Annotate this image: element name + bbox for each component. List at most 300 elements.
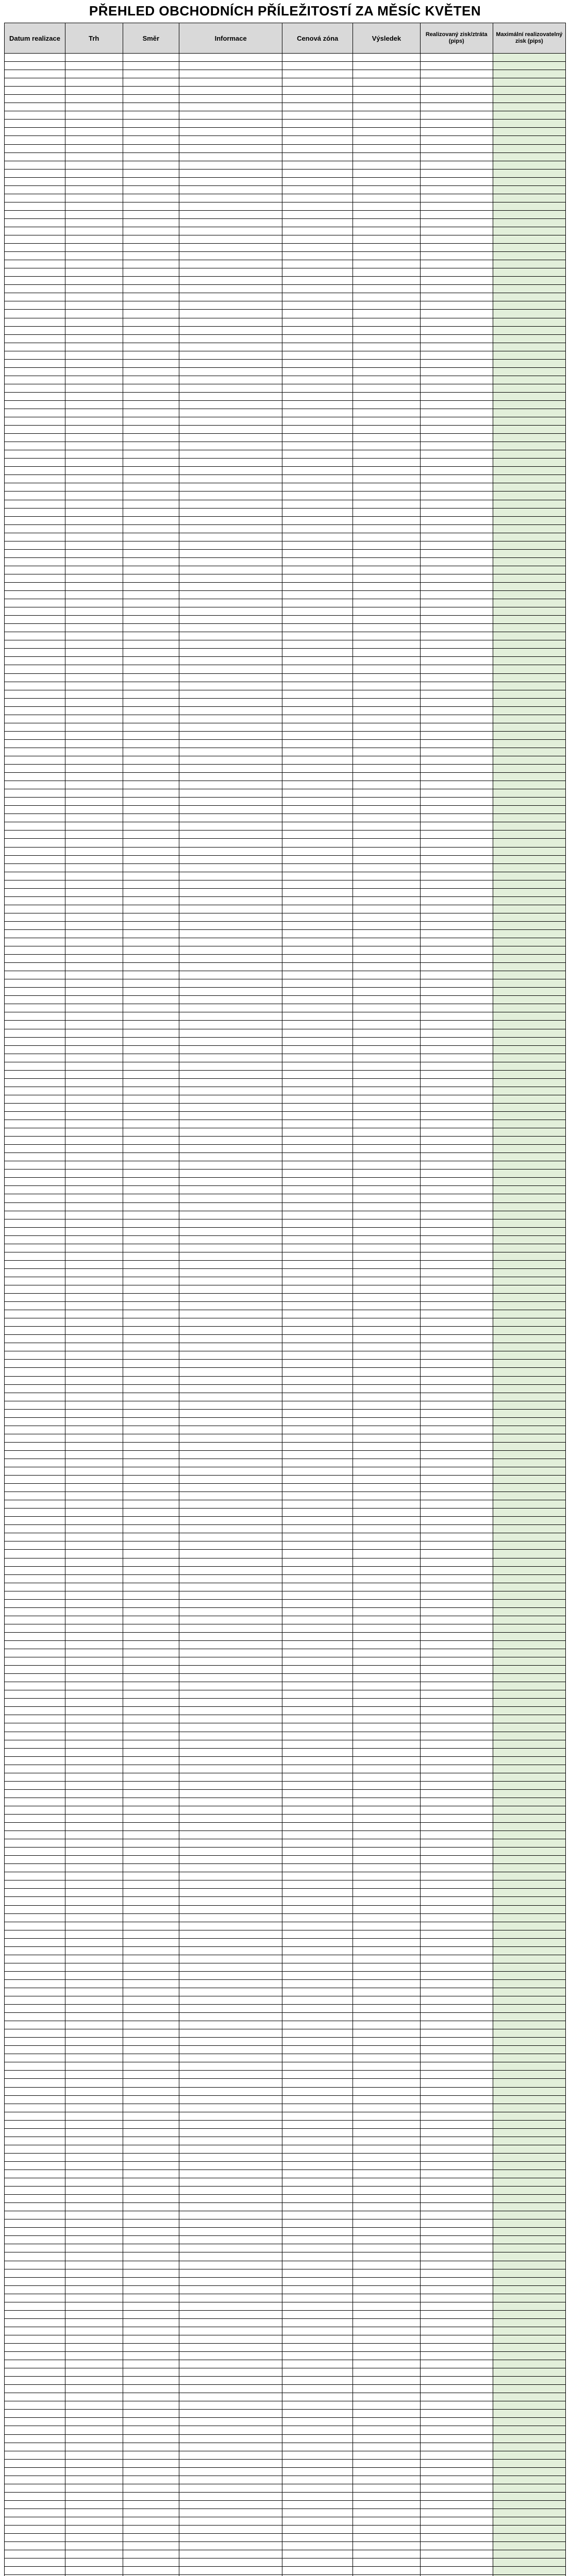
table-row <box>5 1897 566 1905</box>
table-row <box>5 2228 566 2236</box>
table-body <box>5 54 566 2576</box>
cell-result <box>353 1360 421 1368</box>
cell-result <box>353 144 421 152</box>
cell-price-zone <box>282 1194 353 1202</box>
cell-information <box>179 1583 282 1591</box>
cell-max-pips <box>493 1591 565 1599</box>
cell-date <box>5 880 65 888</box>
table-row <box>5 417 566 426</box>
cell-market <box>65 1054 123 1062</box>
cell-pips <box>420 2046 493 2054</box>
cell-information <box>179 913 282 921</box>
table-row <box>5 1095 566 1103</box>
cell-information <box>179 334 282 343</box>
cell-market <box>65 847 123 855</box>
cell-direction <box>123 1500 179 1509</box>
cell-result <box>353 70 421 78</box>
cell-max-pips <box>493 2038 565 2046</box>
cell-price-zone <box>282 2128 353 2137</box>
cell-date <box>5 1583 65 1591</box>
cell-price-zone <box>282 1087 353 1095</box>
cell-date <box>5 1607 65 1616</box>
cell-pips <box>420 1054 493 1062</box>
cell-information <box>179 2005 282 2013</box>
cell-date <box>5 1112 65 1120</box>
cell-price-zone <box>282 814 353 822</box>
cell-direction <box>123 1252 179 1260</box>
cell-result <box>353 1509 421 1517</box>
cell-market <box>65 1864 123 1872</box>
cell-date <box>5 2104 65 2112</box>
cell-result <box>353 210 421 218</box>
cell-result <box>353 2244 421 2252</box>
cell-information <box>179 2021 282 2029</box>
cell-date <box>5 1211 65 1219</box>
cell-information <box>179 1070 282 1078</box>
cell-information <box>179 2526 282 2534</box>
table-row <box>5 2112 566 2120</box>
cell-market <box>65 1963 123 1971</box>
cell-market <box>65 467 123 475</box>
cell-pips <box>420 616 493 624</box>
cell-direction <box>123 1285 179 1293</box>
cell-date <box>5 434 65 442</box>
cell-direction <box>123 789 179 798</box>
cell-date <box>5 1244 65 1252</box>
cell-pips <box>420 483 493 492</box>
cell-result <box>353 2368 421 2377</box>
cell-direction <box>123 128 179 136</box>
cell-date <box>5 1699 65 1707</box>
cell-direction <box>123 1476 179 1484</box>
cell-direction <box>123 1682 179 1690</box>
cell-information <box>179 1351 282 1360</box>
cell-market <box>65 566 123 574</box>
cell-pips <box>420 1194 493 1202</box>
cell-price-zone <box>282 1285 353 1293</box>
cell-direction <box>123 334 179 343</box>
cell-direction <box>123 896 179 905</box>
cell-price-zone <box>282 1021 353 1029</box>
cell-price-zone <box>282 607 353 616</box>
cell-direction <box>123 731 179 739</box>
cell-result <box>353 2062 421 2071</box>
table-row <box>5 971 566 979</box>
cell-price-zone <box>282 1599 353 1607</box>
cell-max-pips <box>493 2128 565 2137</box>
cell-max-pips <box>493 1666 565 1674</box>
cell-date <box>5 500 65 508</box>
cell-pips <box>420 1979 493 1988</box>
table-row <box>5 2517 566 2525</box>
cell-max-pips <box>493 1632 565 1640</box>
cell-pips <box>420 1996 493 2005</box>
cell-max-pips <box>493 1707 565 1715</box>
cell-max-pips <box>493 2418 565 2426</box>
cell-date <box>5 1137 65 1145</box>
cell-direction <box>123 549 179 557</box>
cell-market <box>65 2484 123 2492</box>
cell-result <box>353 1988 421 1996</box>
cell-date <box>5 70 65 78</box>
cell-market <box>65 1848 123 1856</box>
cell-price-zone <box>282 1368 353 1376</box>
cell-max-pips <box>493 227 565 235</box>
cell-result <box>353 913 421 921</box>
cell-price-zone <box>282 2269 353 2277</box>
cell-result <box>353 2517 421 2525</box>
cell-pips <box>420 533 493 541</box>
cell-price-zone <box>282 1434 353 1442</box>
cell-pips <box>420 2385 493 2393</box>
cell-price-zone <box>282 1872 353 1880</box>
cell-information <box>179 1525 282 1533</box>
cell-information <box>179 2343 282 2351</box>
cell-result <box>353 2187 421 2195</box>
cell-max-pips <box>493 1971 565 1979</box>
cell-information <box>179 963 282 971</box>
cell-market <box>65 2542 123 2550</box>
cell-date <box>5 1798 65 1806</box>
cell-date <box>5 2492 65 2500</box>
cell-pips <box>420 1145 493 1153</box>
cell-market <box>65 872 123 880</box>
cell-price-zone <box>282 343 353 351</box>
table-row <box>5 227 566 235</box>
cell-result <box>353 1343 421 1351</box>
cell-direction <box>123 1690 179 1699</box>
cell-direction <box>123 169 179 177</box>
cell-date <box>5 1335 65 1343</box>
table-row <box>5 2219 566 2228</box>
cell-price-zone <box>282 2352 353 2360</box>
cell-pips <box>420 1426 493 1434</box>
cell-date <box>5 1021 65 1029</box>
table-row <box>5 591 566 599</box>
cell-pips <box>420 996 493 1004</box>
cell-information <box>179 831 282 839</box>
cell-result <box>353 285 421 293</box>
table-row <box>5 1657 566 1666</box>
cell-max-pips <box>493 731 565 739</box>
cell-date <box>5 367 65 376</box>
cell-result <box>353 442 421 450</box>
table-row <box>5 2244 566 2252</box>
cell-price-zone <box>282 1426 353 1434</box>
cell-pips <box>420 814 493 822</box>
cell-date <box>5 1095 65 1103</box>
table-row <box>5 1219 566 1227</box>
cell-date <box>5 1806 65 1814</box>
cell-direction <box>123 1277 179 1285</box>
cell-max-pips <box>493 1335 565 1343</box>
cell-market <box>65 1789 123 1798</box>
cell-direction <box>123 1070 179 1078</box>
cell-result <box>353 1707 421 1715</box>
cell-result <box>353 194 421 202</box>
table-row <box>5 1541 566 1550</box>
table-row <box>5 706 566 715</box>
cell-pips <box>420 54 493 62</box>
cell-price-zone <box>282 2079 353 2087</box>
cell-max-pips <box>493 698 565 706</box>
cell-result <box>353 177 421 185</box>
cell-market <box>65 1393 123 1401</box>
table-row <box>5 896 566 905</box>
table-row <box>5 855 566 863</box>
cell-information <box>179 2393 282 2401</box>
cell-price-zone <box>282 880 353 888</box>
cell-information <box>179 1856 282 1864</box>
cell-information <box>179 2269 282 2277</box>
cell-information <box>179 706 282 715</box>
cell-date <box>5 1285 65 1293</box>
cell-date <box>5 1848 65 1856</box>
table-row <box>5 1120 566 1128</box>
cell-pips <box>420 789 493 798</box>
cell-pips <box>420 1880 493 1889</box>
cell-market <box>65 2252 123 2261</box>
cell-pips <box>420 1823 493 1831</box>
cell-date <box>5 1368 65 1376</box>
cell-market <box>65 409 123 417</box>
cell-information <box>179 1988 282 1996</box>
cell-market <box>65 2318 123 2327</box>
cell-result <box>353 591 421 599</box>
cell-pips <box>420 500 493 508</box>
cell-pips <box>420 2219 493 2228</box>
cell-max-pips <box>493 971 565 979</box>
cell-pips <box>420 2095 493 2104</box>
cell-pips <box>420 1806 493 1814</box>
cell-pips <box>420 2526 493 2534</box>
cell-result <box>353 822 421 831</box>
cell-result <box>353 665 421 673</box>
cell-information <box>179 1153 282 1161</box>
cell-price-zone <box>282 252 353 260</box>
cell-pips <box>420 2393 493 2401</box>
cell-max-pips <box>493 1310 565 1318</box>
cell-date <box>5 2236 65 2244</box>
cell-result <box>353 549 421 557</box>
cell-direction <box>123 748 179 756</box>
cell-pips <box>420 2467 493 2476</box>
cell-max-pips <box>493 715 565 723</box>
cell-result <box>353 1393 421 1401</box>
table-row <box>5 2484 566 2492</box>
cell-pips <box>420 1252 493 1260</box>
cell-result <box>353 806 421 814</box>
cell-price-zone <box>282 2476 353 2484</box>
cell-market <box>65 1219 123 1227</box>
table-row <box>5 1318 566 1327</box>
cell-date <box>5 1186 65 1194</box>
cell-direction <box>123 806 179 814</box>
cell-information <box>179 384 282 392</box>
cell-max-pips <box>493 1045 565 1054</box>
cell-pips <box>420 896 493 905</box>
table-row <box>5 1484 566 1492</box>
cell-price-zone <box>282 194 353 202</box>
cell-date <box>5 1930 65 1938</box>
table-row <box>5 1087 566 1095</box>
table-row <box>5 359 566 367</box>
table-row <box>5 434 566 442</box>
cell-information <box>179 1054 282 1062</box>
cell-pips <box>420 508 493 516</box>
cell-result <box>353 1848 421 1856</box>
cell-price-zone <box>282 731 353 739</box>
cell-result <box>353 524 421 533</box>
cell-date <box>5 698 65 706</box>
cell-price-zone <box>282 1442 353 1450</box>
cell-price-zone <box>282 2492 353 2500</box>
cell-max-pips <box>493 1525 565 1533</box>
cell-max-pips <box>493 1384 565 1393</box>
cell-direction <box>123 2393 179 2401</box>
cell-date <box>5 2112 65 2120</box>
cell-result <box>353 2385 421 2393</box>
cell-result <box>353 351 421 359</box>
cell-information <box>179 1045 282 1054</box>
cell-date <box>5 467 65 475</box>
cell-date <box>5 2484 65 2492</box>
cell-direction <box>123 417 179 426</box>
cell-information <box>179 1120 282 1128</box>
cell-result <box>353 1211 421 1219</box>
cell-information <box>179 1682 282 1690</box>
cell-information <box>179 1765 282 1773</box>
cell-price-zone <box>282 2327 353 2335</box>
cell-price-zone <box>282 351 353 359</box>
table-row <box>5 1368 566 1376</box>
cell-max-pips <box>493 2079 565 2087</box>
cell-max-pips <box>493 946 565 955</box>
cell-information <box>179 1607 282 1616</box>
cell-date <box>5 1087 65 1095</box>
cell-pips <box>420 1492 493 1500</box>
cell-direction <box>123 921 179 929</box>
cell-market <box>65 1690 123 1699</box>
cell-result <box>353 384 421 392</box>
cell-market <box>65 367 123 376</box>
cell-date <box>5 2368 65 2377</box>
cell-pips <box>420 1227 493 1235</box>
cell-pips <box>420 1723 493 1732</box>
cell-pips <box>420 1004 493 1012</box>
cell-max-pips <box>493 1607 565 1616</box>
cell-date <box>5 161 65 169</box>
cell-max-pips <box>493 1509 565 1517</box>
cell-max-pips <box>493 1112 565 1120</box>
table-row <box>5 1839 566 1848</box>
cell-market <box>65 1029 123 1037</box>
cell-price-zone <box>282 359 353 367</box>
cell-result <box>353 1856 421 1864</box>
cell-market <box>65 244 123 252</box>
cell-information <box>179 442 282 450</box>
cell-max-pips <box>493 839 565 847</box>
cell-price-zone <box>282 1120 353 1128</box>
cell-max-pips <box>493 2526 565 2534</box>
cell-date <box>5 1938 65 1946</box>
cell-pips <box>420 1476 493 1484</box>
cell-price-zone <box>282 632 353 640</box>
cell-date <box>5 2451 65 2459</box>
cell-max-pips <box>493 169 565 177</box>
cell-date <box>5 442 65 450</box>
cell-pips <box>420 979 493 988</box>
cell-result <box>353 136 421 144</box>
cell-date <box>5 1657 65 1666</box>
cell-information <box>179 1591 282 1599</box>
cell-information <box>179 1029 282 1037</box>
table-row <box>5 929 566 938</box>
cell-result <box>353 392 421 400</box>
cell-max-pips <box>493 781 565 789</box>
cell-result <box>353 2285 421 2294</box>
cell-price-zone <box>282 78 353 87</box>
cell-direction <box>123 756 179 764</box>
cell-pips <box>420 2558 493 2567</box>
table-row <box>5 2385 566 2393</box>
cell-date <box>5 400 65 409</box>
cell-price-zone <box>282 2236 353 2244</box>
cell-date <box>5 2443 65 2451</box>
cell-date <box>5 2509 65 2517</box>
table-row <box>5 1409 566 1417</box>
table-row <box>5 549 566 557</box>
cell-market <box>65 310 123 318</box>
cell-direction <box>123 2269 179 2277</box>
cell-direction <box>123 715 179 723</box>
cell-direction <box>123 2236 179 2244</box>
header-market: Trh <box>65 23 123 54</box>
cell-date <box>5 1476 65 1484</box>
cell-result <box>353 1078 421 1087</box>
cell-price-zone <box>282 2377 353 2385</box>
cell-max-pips <box>493 103 565 111</box>
cell-date <box>5 1674 65 1682</box>
cell-date <box>5 1789 65 1798</box>
cell-result <box>353 343 421 351</box>
cell-market <box>65 2005 123 2013</box>
cell-price-zone <box>282 616 353 624</box>
cell-price-zone <box>282 855 353 863</box>
table-row <box>5 2368 566 2377</box>
table-row <box>5 698 566 706</box>
cell-price-zone <box>282 2467 353 2476</box>
cell-information <box>179 277 282 285</box>
cell-result <box>353 2567 421 2575</box>
cell-market <box>65 1442 123 1450</box>
cell-market <box>65 103 123 111</box>
cell-result <box>353 988 421 996</box>
cell-pips <box>420 1748 493 1756</box>
cell-market <box>65 2368 123 2377</box>
cell-date <box>5 1417 65 1426</box>
cell-pips <box>420 946 493 955</box>
cell-information <box>179 392 282 400</box>
cell-market <box>65 839 123 847</box>
cell-result <box>353 161 421 169</box>
cell-direction <box>123 2120 179 2128</box>
cell-information <box>179 2509 282 2517</box>
table-row <box>5 152 566 161</box>
cell-max-pips <box>493 1913 565 1922</box>
cell-date <box>5 2170 65 2178</box>
cell-pips <box>420 1310 493 1318</box>
